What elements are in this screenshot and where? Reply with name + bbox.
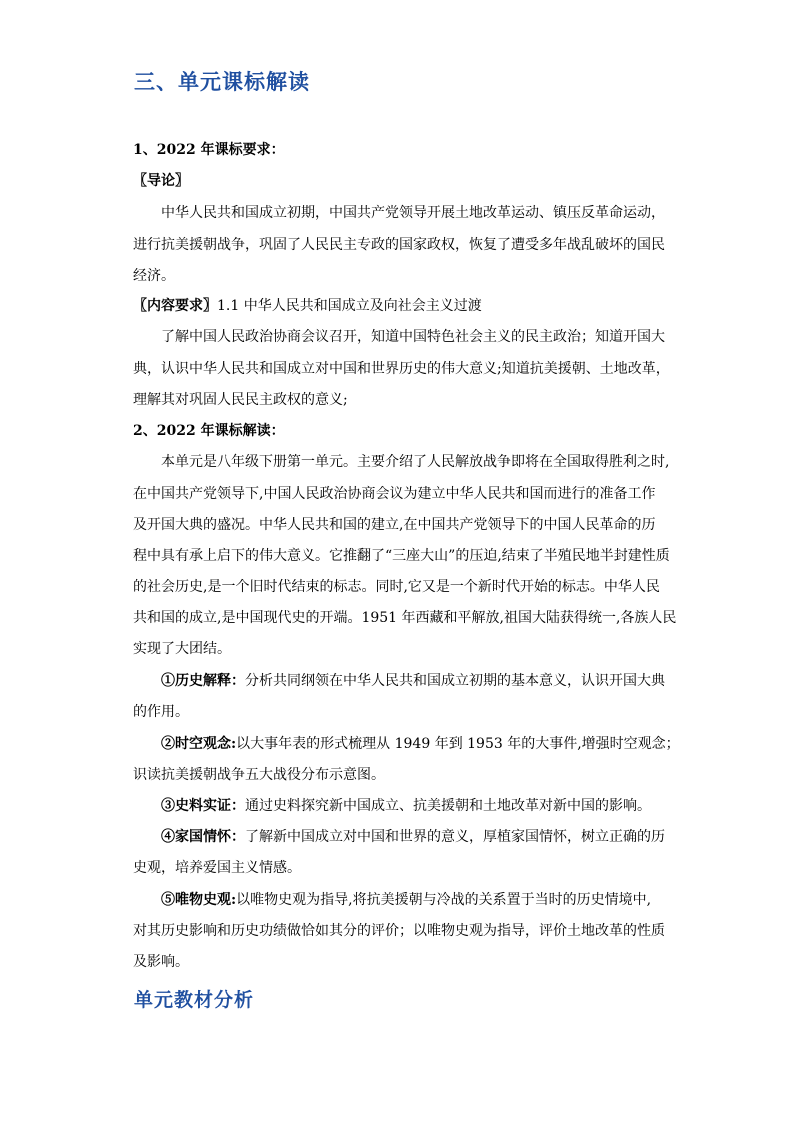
content-requirement-label: 〖内容要求〗 bbox=[133, 298, 217, 314]
literacy-text: 以唯物史观为指导,将抗美援朝与冷战的关系置于当时的历史情境中, bbox=[236, 892, 652, 908]
requirement-line: 了解中国人民政治协商会议召开，知道中国特色社会主义的民主政治；知道开国大 bbox=[161, 329, 665, 345]
interpretation-line: 及开国大典的盛况。中华人民共和国的建立,在中国共产党领导下的中国人民革命的历 bbox=[133, 517, 656, 533]
literacy-continuation: 及影响。 bbox=[133, 954, 189, 970]
literacy-label: ②时空观念: bbox=[161, 736, 237, 752]
requirements-heading: 1、2022 年课标要求： bbox=[133, 142, 285, 158]
literacy-label: ⑤唯物史观: bbox=[161, 892, 237, 908]
content-requirement-text: 1.1 中华人民共和国成立及向社会主义过渡 bbox=[217, 298, 482, 314]
literacy-text: 通过史料探究新中国成立、抗美援朝和土地改革对新中国的影响。 bbox=[245, 798, 651, 814]
literacy-item-patriotism bbox=[161, 827, 671, 847]
literacy-item-materialism bbox=[161, 890, 671, 910]
literacy-continuation: 的作用。 bbox=[133, 704, 189, 720]
literacy-item-evidence bbox=[161, 796, 671, 816]
literacy-text: 了解新中国成立对中国和世界的意义，厚植家国情怀，树立正确的历 bbox=[245, 829, 665, 845]
literacy-continuation: 对其历史影响和历史功绩做恰如其分的评价；以唯物史观为指导，评价土地改革的性质 bbox=[133, 923, 665, 939]
next-section-title: 单元教材分析 bbox=[134, 989, 255, 1011]
interpretation-heading: 2、2022 年课标解读： bbox=[133, 423, 285, 439]
interpretation-line: 程中具有承上启下的伟大意义。它推翻了“三座大山”的压迫,结束了半殖民地半封建性质 bbox=[133, 548, 670, 564]
literacy-label: ③史料实证： bbox=[161, 798, 245, 814]
interpretation-line: 实现了大团结。 bbox=[133, 641, 231, 657]
intro-label: 〖导论〗 bbox=[133, 173, 189, 189]
interpretation-line: 共和国的成立,是中国现代史的开端。1951 年西藏和平解放,祖国大陆获得统一,各族人民 bbox=[133, 610, 677, 626]
intro-line: 进行抗美援朝战争，巩固了人民民主专政的国家政权，恢复了遭受多年战乱破坏的国民 bbox=[133, 237, 665, 253]
content-requirement bbox=[133, 296, 673, 316]
intro-line: 经济。 bbox=[133, 268, 175, 284]
interpretation-line: 本单元是八年级下册第一单元。主要介绍了人民解放战争即将在全国取得胜利之时, bbox=[161, 454, 670, 470]
intro-line: 中华人民共和国成立初期，中国共产党领导开展土地改革运动、镇压反革命运动， bbox=[161, 205, 665, 221]
interpretation-line: 在中国共产党领导下,中国人民政治协商会议为建立中华人民共和国而进行的准备工作 bbox=[133, 486, 656, 502]
literacy-continuation: 识读抗美援朝战争五大战役分布示意图。 bbox=[133, 767, 385, 783]
literacy-text: 分析共同纲领在中华人民共和国成立初期的基本意义，认识开国大典 bbox=[245, 673, 665, 689]
literacy-item-history-interpretation bbox=[161, 671, 671, 691]
interpretation-line: 的社会历史,是一个旧时代结束的标志。同时,它又是一个新时代开始的标志。中华人民 bbox=[133, 579, 660, 595]
literacy-label: ④家国情怀： bbox=[161, 829, 245, 845]
literacy-label: ①历史解释： bbox=[161, 673, 245, 689]
section-title: 三、单元课标解读 bbox=[134, 69, 310, 94]
literacy-text: 以大事年表的形式梳理从 1949 年到 1953 年的大事件,增强时空观念； bbox=[236, 736, 680, 752]
literacy-item-time-space bbox=[161, 734, 680, 754]
requirement-line: 理解其对巩固人民民主政权的意义; bbox=[133, 392, 348, 408]
literacy-continuation: 史观，培养爱国主义情感。 bbox=[133, 860, 301, 876]
requirement-line: 典，认识中华人民共和国成立对中国和世界历史的伟大意义;知道抗美援朝、土地改革， bbox=[133, 361, 670, 377]
